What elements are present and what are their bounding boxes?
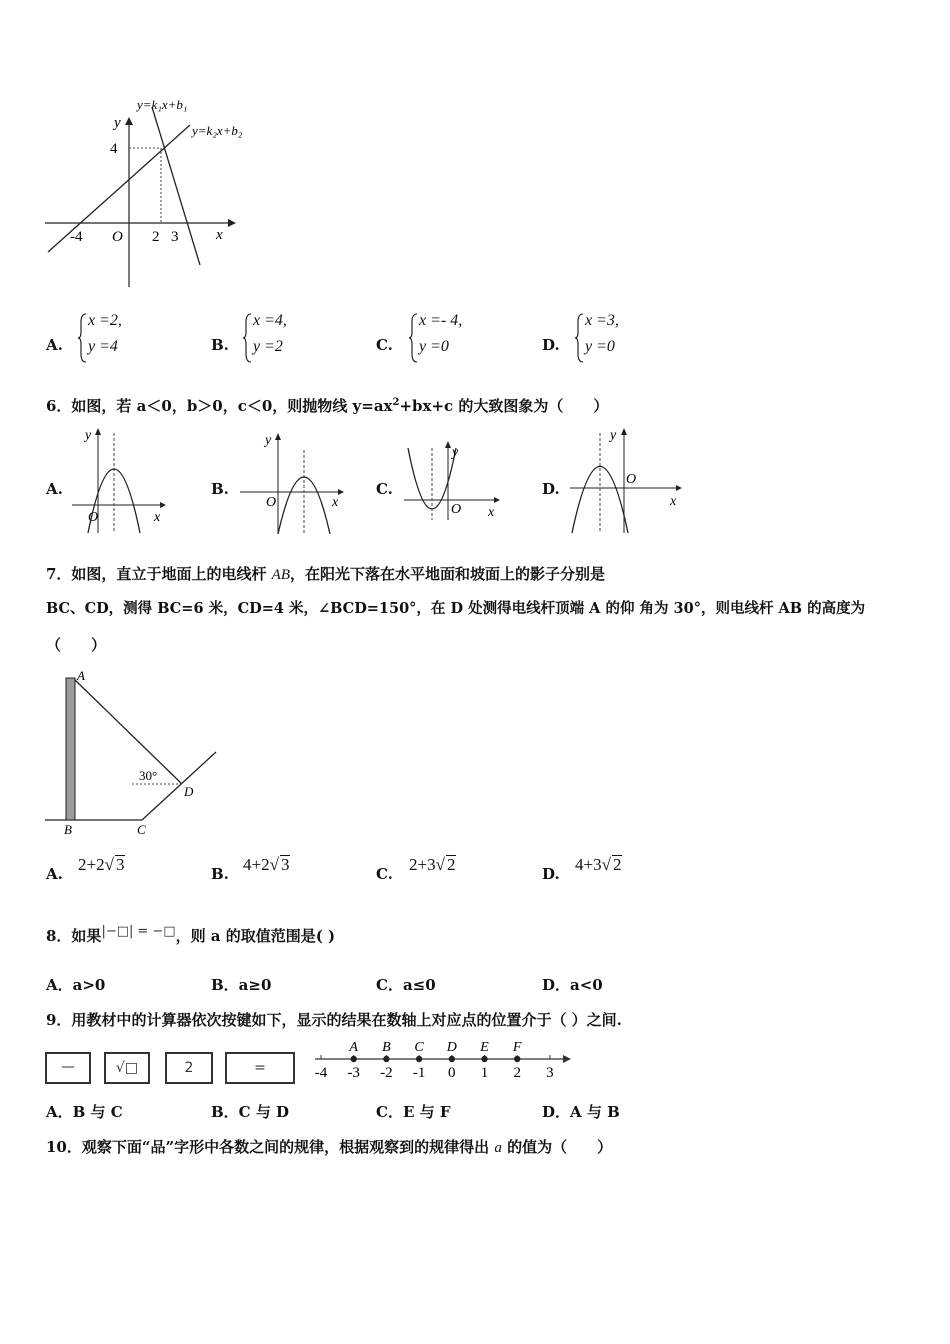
q6b-o: O <box>266 495 277 510</box>
q5-option-d-system[interactable] <box>575 312 665 364</box>
q6-graph-c[interactable] <box>402 440 504 525</box>
q9-number-line <box>305 1035 575 1085</box>
number-line-tick-label: 3 <box>546 1065 554 1081</box>
q8-option-c[interactable]: C．a≤0 <box>376 976 436 994</box>
q5-option-b-eq2: y =2 <box>253 338 283 355</box>
calc-key-two[interactable] <box>165 1052 213 1084</box>
number-line-point-label: A <box>349 1040 358 1055</box>
q7-option-b-value[interactable]: 4+2√ 3 <box>243 855 290 874</box>
q7-pole-figure <box>40 668 225 840</box>
calc-key-sqrt[interactable] <box>104 1052 150 1084</box>
q5-option-c-letter[interactable]: C. <box>376 336 393 354</box>
q5-x-label: x <box>216 227 223 243</box>
q7-label-c: C <box>137 822 146 837</box>
q5-option-c-eq2: y =0 <box>419 338 449 355</box>
q7-option-c-pre: 2+3 <box>409 855 436 874</box>
q6-graph-a[interactable] <box>70 425 168 535</box>
q6-option-b-letter[interactable]: B. <box>211 480 229 498</box>
q9-option-b[interactable]: B．C 与 D <box>211 1103 290 1121</box>
number-line-tick-label: 1 <box>480 1065 489 1081</box>
q6a-o: O <box>88 510 99 525</box>
number-line-point-d <box>449 1056 455 1062</box>
number-line-point-f <box>514 1056 520 1062</box>
number-line-tick-label: -1 <box>412 1065 426 1081</box>
q7-line1-ab: AB <box>271 567 290 583</box>
q5-option-a-system[interactable] <box>78 312 168 364</box>
q8-expr-left: |−□| <box>101 924 134 939</box>
number-line-point-label: B <box>382 1040 391 1055</box>
number-line-tick-label: -4 <box>314 1065 328 1081</box>
number-line-tick-label: 2 <box>513 1065 521 1081</box>
q7-option-d-rad: 2 <box>612 855 622 874</box>
q6d-y: y <box>610 428 617 443</box>
q6c-o: O <box>451 502 462 517</box>
q7-option-a-pre: 2+2 <box>78 855 105 874</box>
q6-stem-a: 6．如图，若 a＜0，b＞0，c＜0，则抛物线 y=ax <box>46 397 393 415</box>
q5-tick-2: 2 <box>152 229 160 245</box>
q7-label-a: A <box>77 668 85 683</box>
q8-option-b[interactable]: B．a≥0 <box>211 976 272 994</box>
number-line-tick-label: -2 <box>380 1065 393 1081</box>
calc-key-sqrt-label: √□ <box>115 1060 139 1076</box>
calc-key-equals[interactable] <box>225 1052 295 1084</box>
q7-label-angle: 30° <box>139 768 158 783</box>
q5-option-a-eq2: y =4 <box>88 338 118 355</box>
q5-option-a-eq1: x =2, <box>88 312 122 329</box>
q5-option-d-eq2: y =0 <box>585 338 615 355</box>
q8-option-d[interactable]: D．a<0 <box>542 976 603 994</box>
q7-stem-line3: （ ） <box>46 636 107 654</box>
calc-key-minus-label: — <box>61 1059 75 1075</box>
number-line-point-a <box>351 1056 357 1062</box>
q8-stem-b: ，则 a 的取值范围是( ) <box>175 927 336 945</box>
q7-stem-line1 <box>46 563 605 584</box>
q5-option-a-letter[interactable]: A. <box>46 336 63 354</box>
q6b-x: x <box>332 495 339 510</box>
q8-expr-right: = −□ <box>137 924 176 939</box>
q6a-y: y <box>85 428 92 443</box>
q6b-y: y <box>265 433 272 448</box>
q9-option-d[interactable]: D．A 与 B <box>542 1103 620 1121</box>
number-line-point-e <box>481 1056 487 1062</box>
calc-key-minus[interactable] <box>45 1052 91 1084</box>
q7-option-b-pre: 4+2 <box>243 855 270 874</box>
q5-option-d-eq1: x =3, <box>585 312 619 329</box>
q6-graph-d[interactable] <box>568 425 684 535</box>
q7-option-c-rad: 2 <box>446 855 456 874</box>
q6-stem <box>46 395 608 416</box>
q9-option-c[interactable]: C．E 与 F <box>376 1103 451 1121</box>
q7-line1-a: 7．如图，直立于地面上的电线杆 <box>46 565 272 583</box>
q5-option-b-system[interactable] <box>243 312 333 364</box>
q8-stem <box>46 925 335 946</box>
q6d-x: x <box>670 494 677 509</box>
number-line-tick-label: 0 <box>448 1065 456 1081</box>
q7-option-b-rad: 3 <box>280 855 290 874</box>
q6c-y: y <box>452 445 459 460</box>
q6-graph-b[interactable] <box>238 430 346 535</box>
calc-key-equals-label: = <box>254 1060 266 1076</box>
number-line-point-label: E <box>480 1040 489 1055</box>
q5-y-label: y <box>114 115 121 131</box>
q7-option-d-value[interactable]: 4+3√ 2 <box>575 855 622 874</box>
q5-line1-label: y=k₁x+b₁ <box>137 97 188 112</box>
q10-stem-a: 10．观察下面“品”字形中各数之间的规律，根据观察到的规律得出 <box>46 1138 495 1156</box>
q5-tick-neg4: -4 <box>70 229 83 245</box>
number-line-point-label: F <box>512 1040 522 1055</box>
q7-option-b-letter[interactable]: B. <box>211 865 229 883</box>
number-line-point-label: C <box>414 1040 424 1055</box>
q9-option-a[interactable]: A．B 与 C <box>46 1103 123 1121</box>
number-line-point-b <box>383 1056 389 1062</box>
q9-stem: 9．用教材中的计算器依次按键如下，显示的结果在数轴上对应点的位置介于（ ）之间. <box>46 1011 622 1029</box>
q6-option-c-letter[interactable]: C. <box>376 480 393 498</box>
number-line-point-c <box>416 1056 422 1062</box>
number-line-point-label: D <box>446 1040 457 1055</box>
calc-key-two-label: 2 <box>184 1060 194 1076</box>
q7-option-c-value[interactable]: 2+3√ 2 <box>409 855 456 874</box>
q7-option-d-letter[interactable]: D. <box>542 865 560 883</box>
q7-option-a-letter[interactable]: A. <box>46 865 63 883</box>
q6-option-a-letter[interactable]: A. <box>46 480 63 498</box>
q5-option-d-letter[interactable]: D. <box>542 336 560 354</box>
q5-option-c-eq1: x =- 4, <box>419 312 463 329</box>
q5-tick-3: 3 <box>171 229 179 245</box>
q5-option-b-eq1: x =4, <box>253 312 287 329</box>
q7-label-b: B <box>64 822 72 837</box>
q7-label-d: D <box>184 784 194 799</box>
q6d-o: O <box>626 472 637 487</box>
q5-option-b-letter[interactable]: B. <box>211 336 229 354</box>
q7-line1-b: ，在阳光下落在水平地面和坡面上的影子分别是 <box>290 565 606 583</box>
q7-option-c-letter[interactable]: C. <box>376 865 393 883</box>
q5-tick-4: 4 <box>110 141 118 157</box>
q10-stem-b: 的值为（ ） <box>501 1138 613 1156</box>
q6-stem-sup: 2 <box>392 397 400 408</box>
q5-origin-label: O <box>112 229 123 245</box>
q5-line2-label: y=k₂x+b₂ <box>192 123 243 138</box>
q7-option-a-value[interactable]: 2+2√ 3 <box>78 855 125 874</box>
q5-option-c-system[interactable] <box>409 312 509 364</box>
q10-stem <box>46 1136 612 1157</box>
q6a-x: x <box>154 510 161 525</box>
q5-linear-graph <box>40 95 270 295</box>
q6-option-d-letter[interactable]: D. <box>542 480 560 498</box>
q7-option-d-pre: 4+3 <box>575 855 602 874</box>
q7-stem-line2: BC、CD，测得 BC=6 米，CD=4 米，∠BCD=150°，在 D 处测得电线杆顶端 A 的仰 角为 30°，则电线杆 AB 的高度为 <box>46 600 866 617</box>
q8-option-a[interactable]: A．a>0 <box>46 976 106 994</box>
q6-stem-b: +bx+c 的大致图象为（ ） <box>399 397 609 415</box>
q6c-x: x <box>488 505 495 520</box>
number-line-tick-label: -3 <box>347 1065 360 1081</box>
q8-stem-a: 8．如果 <box>46 927 102 945</box>
q7-option-a-rad: 3 <box>115 855 125 874</box>
q10-stem-var: a <box>494 1140 502 1156</box>
